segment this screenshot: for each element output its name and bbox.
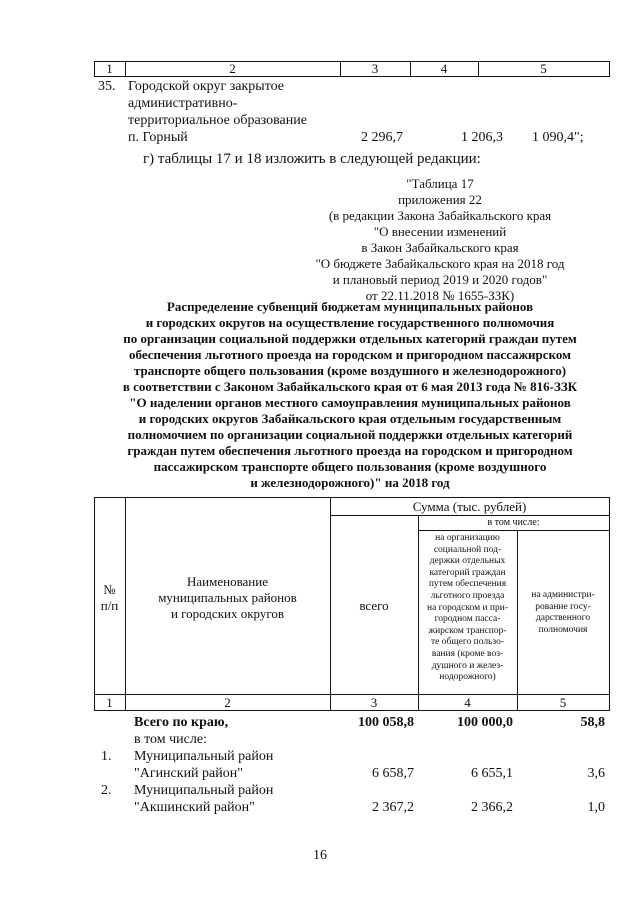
- row-name-line: территориальное образование: [128, 113, 307, 128]
- header-col5-line: на администри-: [531, 590, 595, 600]
- title-line: пассажирском транспорте общего пользования (кроме воздушного: [153, 459, 547, 474]
- title-line: граждан путем обеспечения льготного проезда на городском и пригородном: [127, 443, 573, 458]
- header-col5-line: дарственного: [535, 613, 591, 624]
- row-name-line: "Агинский район": [134, 766, 243, 781]
- top-col-header-4: 4: [440, 61, 448, 76]
- row-value-col5: 1,0: [587, 800, 605, 815]
- page-number: 16: [313, 848, 327, 863]
- title-line: обеспечения льготного проезда на городском и пригородном пассажирском: [129, 347, 571, 362]
- top-col-header-3: 3: [371, 61, 379, 76]
- reference-line: "О внесении изменений: [373, 224, 507, 239]
- top-col-header-1: 1: [106, 61, 113, 76]
- row-name-line: "Акшинский район": [134, 800, 255, 815]
- reference-line: от 22.11.2018 № 1655-ЗЗК): [365, 288, 515, 303]
- col-number-2: 2: [224, 695, 231, 710]
- title-line: транспорте общего пользования (кроме воздушного и железнодорожного): [133, 363, 567, 378]
- instruction-text: г) таблицы 17 и 18 изложить в следующей редакции:: [143, 151, 481, 167]
- total-value-col5: 58,8: [580, 715, 605, 730]
- title-line: и железнодорожного)" на 2018 год: [250, 475, 450, 490]
- row-value-col3: 2 296,7: [361, 130, 403, 145]
- row-value-col5: 1 090,4";: [532, 130, 584, 145]
- reference-line: приложения 22: [398, 192, 482, 207]
- title-line: по организации социальной поддержки отдельных категорий граждан путем: [123, 331, 577, 346]
- header-col4-line: городном пасса-: [434, 614, 501, 625]
- col-number-5: 5: [559, 695, 567, 710]
- row-number: 1.: [101, 749, 112, 764]
- reference-line: "Таблица 17: [406, 176, 474, 191]
- header-col4-line: на организацию: [435, 533, 500, 543]
- title-line: Распределение субвенций бюджетам муниципальных районов: [166, 299, 534, 314]
- row-value-col3: 2 367,2: [372, 800, 414, 815]
- title-line: и городских округов на осуществление государственного полномочия: [145, 315, 555, 330]
- title-line: в соответствии с Законом Забайкальского края от 6 мая 2013 года № 816-ЗЗК: [122, 379, 578, 394]
- header-col4-line: те общего пользо-: [430, 637, 505, 648]
- top-col-header-2: 2: [229, 61, 236, 76]
- row-number: 2.: [101, 783, 112, 798]
- header-col4-line: жирском транспор-: [428, 625, 507, 636]
- row-name-line: Муниципальный район: [134, 749, 274, 764]
- top-col-header-5: 5: [540, 61, 547, 76]
- header-col4-line: путем обеспечения: [428, 579, 507, 590]
- row-name-line: административно-: [128, 96, 238, 111]
- total-label: Всего по краю,: [134, 715, 229, 730]
- row-name-line: Муниципальный район: [134, 783, 274, 798]
- header-col5-line: рование госу-: [535, 601, 591, 612]
- reference-line: "О бюджете Забайкальского края на 2018 год: [315, 256, 565, 271]
- row-value-col4: 6 655,1: [471, 766, 513, 781]
- reference-line: в Закон Забайкальского края: [361, 240, 519, 255]
- col-number-3: 3: [370, 695, 378, 710]
- row-value-col4: 1 206,3: [461, 130, 503, 145]
- header-name-line: и городских округов: [170, 606, 285, 621]
- title-line: полномочием по организации социальной поддержки отдельных категорий: [127, 427, 573, 442]
- header-total: всего: [359, 598, 389, 613]
- header-name-line: Наименование: [187, 574, 268, 589]
- header-col4-line: нодорожного): [439, 672, 496, 683]
- row-number: 35.: [98, 79, 116, 94]
- header-col5-line: полномочия: [538, 624, 588, 635]
- total-sub-label: в том числе:: [134, 732, 207, 747]
- header-col4-line: социальной под-: [433, 544, 502, 555]
- title-line: и городских округов Забайкальского края отдельным государственным: [138, 411, 562, 426]
- row-name-line: п. Горный: [128, 130, 188, 145]
- row-value-col3: 6 658,7: [372, 766, 414, 781]
- total-value-col4: 100 000,0: [457, 715, 513, 730]
- header-col4-line: категорий граждан: [429, 567, 506, 578]
- reference-line: и плановый период 2019 и 2020 годов": [332, 272, 548, 287]
- col-number-1: 1: [106, 695, 113, 710]
- header-including: в том числе:: [487, 517, 540, 528]
- header-col4-line: держки отдельных: [429, 556, 506, 567]
- header-col4-line: душного и желез-: [431, 660, 504, 671]
- reference-line: (в редакции Закона Забайкальского края: [328, 208, 552, 223]
- header-sum: Сумма (тыс. рублей): [412, 499, 527, 514]
- col-number-4: 4: [464, 695, 471, 710]
- row-name-line: Городской округ закрытое: [128, 79, 285, 94]
- title-line: "О наделении органов местного самоуправления муниципальных районов: [129, 395, 571, 410]
- row-value-col4: 2 366,2: [471, 800, 513, 815]
- header-num-line: п/п: [100, 598, 119, 613]
- header-num-line: №: [103, 582, 116, 597]
- header-col4-line: льготного проезда: [430, 591, 505, 601]
- header-col4-line: на городском и при-: [427, 602, 508, 613]
- header-col4-line: вания (кроме воз-: [431, 649, 504, 659]
- row-value-col5: 3,6: [587, 766, 605, 781]
- header-name-line: муниципальных районов: [158, 590, 297, 605]
- total-value-col3: 100 058,8: [358, 715, 414, 730]
